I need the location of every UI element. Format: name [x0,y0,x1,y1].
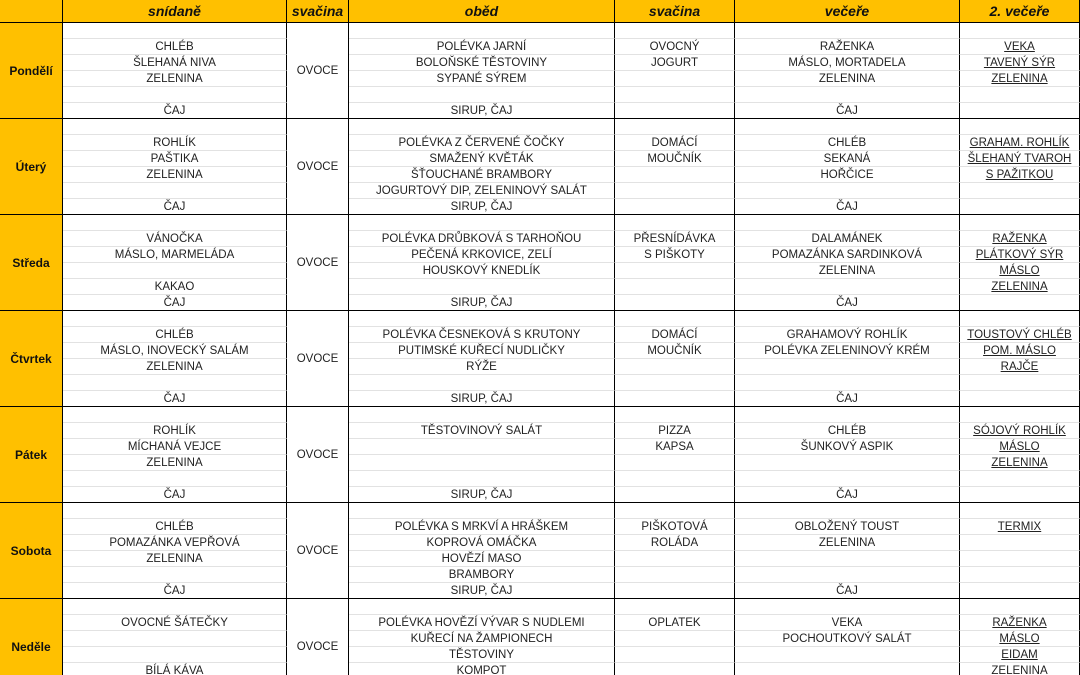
menu-cell-vecere: POCHOUTKOVÝ SALÁT [735,631,960,647]
menu-cell-obed: SMAŽENÝ KVĚTÁK [349,151,615,167]
menu-cell-vecere: ČAJ [735,487,960,503]
menu-cell-vecere: HOŘČICE [735,167,960,183]
menu-cell-vecere: ČAJ [735,103,960,119]
menu-cell-snidane [63,631,287,647]
menu-cell-obed: ŠŤOUCHANÉ BRAMBORY [349,167,615,183]
menu-cell-snidane: PAŠTIKA [63,151,287,167]
day-label-ctvrtek: Čtvrtek [0,311,63,407]
header-row [0,0,1080,23]
menu-cell-druha-vecere: TOUSTOVÝ CHLÉB [960,327,1080,343]
menu-cell-snidane: ROHLÍK [63,423,287,439]
menu-cell-druha-vecere [960,599,1080,615]
menu-cell-vecere: ČAJ [735,583,960,599]
day-label-nedele: Neděle [0,599,63,675]
menu-cell-obed: KOMPOT [349,663,615,675]
menu-cell-obed: POLÉVKA S MRKVÍ A HRÁŠKEM [349,519,615,535]
menu-cell-vecere: POLÉVKA ZELENINOVÝ KRÉM [735,343,960,359]
header-svacina-2: svačina [615,0,735,23]
menu-cell-snidane: OVOCNÉ ŠÁTEČKY [63,615,287,631]
menu-cell-svacina-2 [615,551,735,567]
menu-cell-svacina-2 [615,71,735,87]
menu-cell-obed: SIRUP, ČAJ [349,487,615,503]
menu-cell-druha-vecere [960,471,1080,487]
header-svacina-1: svačina [287,0,349,23]
menu-cell-snidane: ZELENINA [63,71,287,87]
header-obed: oběd [349,0,615,23]
menu-cell-svacina-2: DOMÁCÍ [615,327,735,343]
menu-cell-vecere [735,279,960,295]
menu-cell-vecere [735,375,960,391]
menu-cell-obed: SYPANÉ SÝREM [349,71,615,87]
menu-cell-snidane [63,503,287,519]
day-label-patek: Pátek [0,407,63,503]
menu-cell-vecere: DALAMÁNEK [735,231,960,247]
menu-cell-obed [349,279,615,295]
menu-cell-vecere [735,359,960,375]
menu-cell-snidane: ZELENINA [63,551,287,567]
menu-cell-vecere: CHLÉB [735,135,960,151]
menu-cell-svacina-2 [615,359,735,375]
menu-cell-svacina-2 [615,23,735,39]
menu-cell-vecere: RAŽENKA [735,39,960,55]
menu-cell-snidane: ČAJ [63,583,287,599]
svacina-1-cell-patek: OVOCE [287,407,349,503]
menu-cell-obed: BOLOŇSKÉ TĚSTOVINY [349,55,615,71]
menu-cell-svacina-2: DOMÁCÍ [615,135,735,151]
menu-cell-snidane [63,599,287,615]
menu-cell-druha-vecere [960,567,1080,583]
header-2-vecere: 2. večeře [960,0,1080,23]
menu-cell-snidane [63,471,287,487]
menu-cell-svacina-2 [615,311,735,327]
menu-cell-druha-vecere: ŠLEHANÝ TVAROH [960,151,1080,167]
menu-cell-druha-vecere: GRAHAM. ROHLÍK [960,135,1080,151]
svacina-1-cell-nedele: OVOCE [287,599,349,675]
menu-cell-druha-vecere: MÁSLO [960,439,1080,455]
menu-cell-druha-vecere: RAJČE [960,359,1080,375]
menu-cell-snidane: VÁNOČKA [63,231,287,247]
menu-cell-svacina-2 [615,119,735,135]
menu-cell-vecere: ČAJ [735,295,960,311]
menu-cell-vecere: ZELENINA [735,263,960,279]
menu-cell-svacina-2 [615,503,735,519]
menu-cell-obed [349,375,615,391]
menu-cell-svacina-2 [615,631,735,647]
menu-cell-vecere [735,87,960,103]
menu-cell-druha-vecere [960,391,1080,407]
svacina-1-cell-sobota: OVOCE [287,503,349,599]
menu-cell-obed: SIRUP, ČAJ [349,295,615,311]
menu-cell-druha-vecere [960,535,1080,551]
header-vecere: večeře [735,0,960,23]
menu-cell-obed: PUTIMSKÉ KUŘECÍ NUDLIČKY [349,343,615,359]
menu-cell-snidane [63,119,287,135]
menu-cell-vecere: ŠUNKOVÝ ASPIK [735,439,960,455]
menu-cell-vecere [735,567,960,583]
menu-cell-vecere [735,503,960,519]
menu-cell-druha-vecere [960,311,1080,327]
menu-cell-druha-vecere [960,183,1080,199]
menu-cell-snidane: ČAJ [63,199,287,215]
menu-cell-druha-vecere [960,551,1080,567]
menu-cell-vecere [735,119,960,135]
menu-cell-obed [349,407,615,423]
menu-cell-snidane: ZELENINA [63,455,287,471]
menu-cell-snidane [63,407,287,423]
menu-cell-snidane: BÍLÁ KÁVA [63,663,287,675]
menu-cell-obed: TĚSTOVINOVÝ SALÁT [349,423,615,439]
svacina-1-cell-utery: OVOCE [287,119,349,215]
menu-cell-druha-vecere: VEKA [960,39,1080,55]
menu-cell-obed: JOGURTOVÝ DIP, ZELENINOVÝ SALÁT [349,183,615,199]
menu-cell-druha-vecere [960,295,1080,311]
menu-cell-vecere: SEKANÁ [735,151,960,167]
menu-cell-obed [349,503,615,519]
menu-cell-druha-vecere: PLÁTKOVÝ SÝR [960,247,1080,263]
menu-cell-snidane [63,567,287,583]
menu-cell-druha-vecere [960,583,1080,599]
menu-cell-svacina-2: OVOCNÝ [615,39,735,55]
menu-cell-obed: SIRUP, ČAJ [349,199,615,215]
menu-cell-snidane: ČAJ [63,391,287,407]
menu-cell-obed [349,87,615,103]
menu-cell-obed: RÝŽE [349,359,615,375]
menu-cell-snidane [63,311,287,327]
menu-cell-svacina-2 [615,487,735,503]
menu-cell-vecere: OBLOŽENÝ TOUST [735,519,960,535]
menu-cell-svacina-2 [615,391,735,407]
menu-cell-druha-vecere: S PAŽITKOU [960,167,1080,183]
menu-cell-snidane: CHLÉB [63,519,287,535]
svacina-1-cell-streda: OVOCE [287,215,349,311]
menu-cell-snidane [63,23,287,39]
menu-cell-obed: SIRUP, ČAJ [349,391,615,407]
menu-cell-snidane [63,263,287,279]
svacina-1-cell-pondeli: OVOCE [287,23,349,119]
menu-cell-snidane [63,375,287,391]
menu-cell-obed: TĚSTOVINY [349,647,615,663]
menu-cell-obed [349,455,615,471]
menu-cell-druha-vecere: EIDAM [960,647,1080,663]
menu-cell-svacina-2 [615,375,735,391]
menu-cell-obed: POLÉVKA Z ČERVENÉ ČOČKY [349,135,615,151]
menu-cell-druha-vecere: ZELENINA [960,71,1080,87]
menu-cell-vecere: ČAJ [735,391,960,407]
menu-cell-obed: HOVĚZÍ MASO [349,551,615,567]
day-label-sobota: Sobota [0,503,63,599]
menu-cell-svacina-2: PIZZA [615,423,735,439]
menu-cell-vecere: ČAJ [735,199,960,215]
menu-cell-vecere [735,407,960,423]
menu-cell-vecere [735,455,960,471]
menu-cell-druha-vecere: ZELENINA [960,455,1080,471]
menu-cell-snidane: ČAJ [63,487,287,503]
menu-cell-druha-vecere [960,103,1080,119]
menu-cell-snidane [63,215,287,231]
menu-cell-svacina-2 [615,199,735,215]
menu-cell-druha-vecere: SÓJOVÝ ROHLÍK [960,423,1080,439]
menu-cell-snidane: MÍCHANÁ VEJCE [63,439,287,455]
menu-cell-obed [349,471,615,487]
header-snidane: snídaně [63,0,287,23]
menu-cell-svacina-2 [615,183,735,199]
menu-cell-vecere [735,215,960,231]
menu-cell-obed: POLÉVKA HOVĚZÍ VÝVAR S NUDLEMI [349,615,615,631]
menu-cell-vecere: CHLÉB [735,423,960,439]
menu-cell-svacina-2 [615,87,735,103]
menu-cell-vecere [735,23,960,39]
menu-cell-svacina-2 [615,295,735,311]
menu-cell-druha-vecere: ZELENINA [960,279,1080,295]
menu-cell-druha-vecere [960,503,1080,519]
menu-cell-snidane: KAKAO [63,279,287,295]
menu-cell-svacina-2: MOUČNÍK [615,343,735,359]
menu-cell-snidane: ZELENINA [63,167,287,183]
menu-cell-druha-vecere [960,215,1080,231]
menu-cell-obed [349,599,615,615]
menu-cell-obed: KUŘECÍ NA ŽAMPIONECH [349,631,615,647]
menu-cell-druha-vecere [960,199,1080,215]
menu-cell-obed: BRAMBORY [349,567,615,583]
menu-cell-svacina-2 [615,567,735,583]
menu-cell-svacina-2 [615,215,735,231]
day-label-utery: Úterý [0,119,63,215]
menu-cell-obed [349,215,615,231]
menu-cell-svacina-2 [615,663,735,675]
menu-cell-svacina-2 [615,583,735,599]
menu-cell-svacina-2 [615,455,735,471]
menu-cell-svacina-2: PŘESNÍDÁVKA [615,231,735,247]
menu-cell-svacina-2 [615,263,735,279]
menu-cell-druha-vecere [960,23,1080,39]
menu-cell-svacina-2: S PIŠKOTY [615,247,735,263]
menu-cell-snidane: CHLÉB [63,39,287,55]
menu-cell-obed [349,119,615,135]
menu-cell-druha-vecere [960,375,1080,391]
menu-cell-vecere: ZELENINA [735,71,960,87]
menu-cell-obed: POLÉVKA ČESNEKOVÁ S KRUTONY [349,327,615,343]
menu-cell-snidane: CHLÉB [63,327,287,343]
day-label-pondeli: Pondělí [0,23,63,119]
menu-cell-svacina-2 [615,407,735,423]
menu-cell-svacina-2: JOGURT [615,55,735,71]
menu-cell-snidane: ROHLÍK [63,135,287,151]
menu-cell-druha-vecere: RAŽENKA [960,615,1080,631]
svacina-1-cell-ctvrtek: OVOCE [287,311,349,407]
menu-cell-vecere: VEKA [735,615,960,631]
menu-cell-svacina-2: MOUČNÍK [615,151,735,167]
menu-cell-obed [349,311,615,327]
menu-cell-snidane: ŠLEHANÁ NIVA [63,55,287,71]
menu-cell-svacina-2 [615,471,735,487]
menu-cell-druha-vecere [960,87,1080,103]
menu-cell-druha-vecere [960,407,1080,423]
menu-cell-obed: SIRUP, ČAJ [349,583,615,599]
menu-cell-snidane [63,647,287,663]
menu-cell-druha-vecere: POM. MÁSLO [960,343,1080,359]
header-corner [0,0,63,23]
menu-cell-vecere [735,647,960,663]
menu-cell-druha-vecere: ZELENINA [960,663,1080,675]
menu-cell-druha-vecere: RAŽENKA [960,231,1080,247]
menu-cell-vecere [735,183,960,199]
menu-cell-vecere [735,311,960,327]
menu-cell-snidane: ČAJ [63,295,287,311]
menu-cell-obed [349,23,615,39]
menu-cell-obed: HOUSKOVÝ KNEDLÍK [349,263,615,279]
menu-cell-snidane: MÁSLO, INOVECKÝ SALÁM [63,343,287,359]
menu-cell-druha-vecere: TERMIX [960,519,1080,535]
menu-cell-svacina-2: PIŠKOTOVÁ [615,519,735,535]
menu-cell-obed: SIRUP, ČAJ [349,103,615,119]
menu-cell-snidane: POMAZÁNKA VEPŘOVÁ [63,535,287,551]
menu-cell-vecere: GRAHAMOVÝ ROHLÍK [735,327,960,343]
menu-cell-svacina-2 [615,279,735,295]
menu-cell-svacina-2 [615,647,735,663]
menu-cell-obed: POLÉVKA JARNÍ [349,39,615,55]
menu-cell-snidane: MÁSLO, MARMELÁDA [63,247,287,263]
menu-cell-obed: POLÉVKA DRŮBKOVÁ S TARHOŇOU [349,231,615,247]
menu-cell-vecere: MÁSLO, MORTADELA [735,55,960,71]
menu-cell-vecere: POMAZÁNKA SARDINKOVÁ [735,247,960,263]
menu-cell-vecere [735,599,960,615]
menu-cell-svacina-2 [615,167,735,183]
menu-cell-vecere [735,551,960,567]
menu-cell-svacina-2 [615,103,735,119]
day-label-streda: Středa [0,215,63,311]
menu-cell-svacina-2: ROLÁDA [615,535,735,551]
menu-cell-druha-vecere: TAVENÝ SÝR [960,55,1080,71]
menu-cell-vecere [735,471,960,487]
menu-cell-druha-vecere [960,119,1080,135]
menu-cell-vecere [735,663,960,675]
menu-cell-snidane: ČAJ [63,103,287,119]
menu-cell-snidane [63,87,287,103]
menu-cell-vecere: ZELENINA [735,535,960,551]
menu-cell-obed: KOPROVÁ OMÁČKA [349,535,615,551]
menu-cell-obed [349,439,615,455]
menu-cell-snidane: ZELENINA [63,359,287,375]
menu-cell-snidane [63,183,287,199]
menu-cell-svacina-2: KAPSA [615,439,735,455]
menu-cell-svacina-2 [615,599,735,615]
menu-cell-druha-vecere [960,487,1080,503]
menu-cell-obed: PEČENÁ KRKOVICE, ZELÍ [349,247,615,263]
menu-cell-druha-vecere: MÁSLO [960,631,1080,647]
menu-cell-svacina-2: OPLATEK [615,615,735,631]
menu-cell-druha-vecere: MÁSLO [960,263,1080,279]
